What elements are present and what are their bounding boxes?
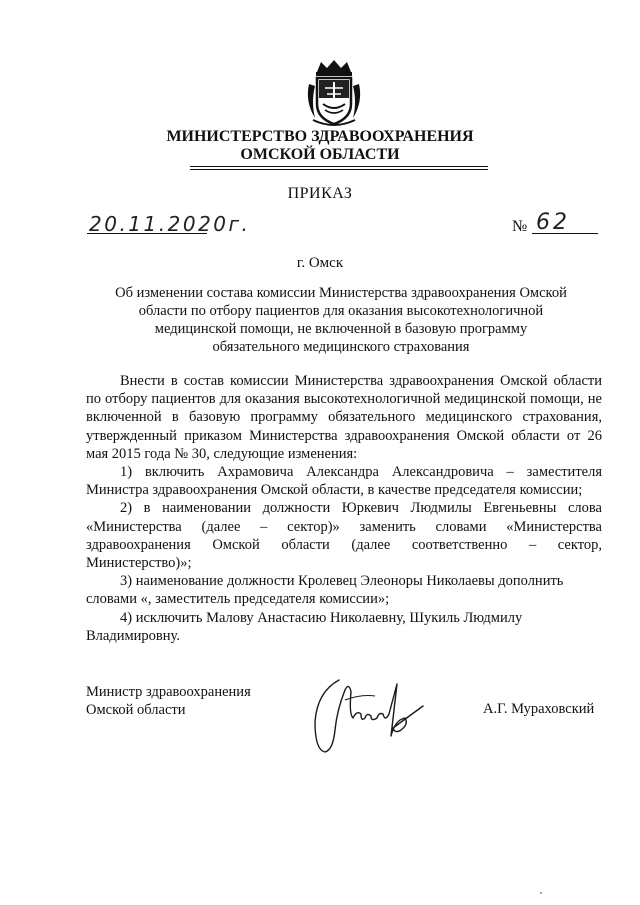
header-rule-bottom xyxy=(190,169,488,170)
document-title: ПРИКАЗ xyxy=(287,185,353,202)
body-item-1: 1) включить Ахрамовича Александра Александровича – заместителя Министра здравоохранения Омской области, в качестве председателя комиссии; xyxy=(86,464,602,499)
date-underline xyxy=(87,233,207,234)
body-item-3: 3) наименование должности Кролевец Элеоноры Николаевы дополнить словами «, заместитель председателя комиссии»; xyxy=(86,573,564,608)
subject-line: обязательного медицинского страхования xyxy=(212,339,470,355)
subject-line: медицинской помощи, не включенной в базовую программу xyxy=(154,321,528,337)
order-number: 62 xyxy=(536,210,570,235)
header-rule-top xyxy=(190,166,488,167)
city: г. Омск xyxy=(296,255,344,271)
ministry-title-line1: МИНИСТЕРСТВО ЗДРАВООХРАНЕНИЯ xyxy=(166,128,474,145)
signatory-name: А.Г. Мураховский xyxy=(483,701,595,717)
body-item-2: 2) в наименовании должности Юркевич Людмилы Евгеньевны слова «Министерства (далее – сектор)» заменить словами «Министерства здравоохранения Омской области (далее соответственно – сектор, Министерство)»; xyxy=(86,500,602,572)
order-body xyxy=(86,372,602,645)
scan-speck xyxy=(540,892,542,894)
signatory-position xyxy=(86,683,251,719)
handwritten-signature-icon xyxy=(305,670,430,765)
order-subject xyxy=(96,284,586,356)
signatory-position-line1: Министр здравоохранения xyxy=(86,684,251,700)
omsk-coat-of-arms-icon xyxy=(303,58,365,128)
signatory-position-line2: Омской области xyxy=(86,702,186,718)
subject-line: Об изменении состава комиссии Министерства здравоохранения Омской xyxy=(115,285,567,301)
ministry-title-line2: ОМСКОЙ ОБЛАСТИ xyxy=(240,146,400,163)
subject-line: области по отбору пациентов для оказания высокотехнологичной xyxy=(138,303,544,319)
body-intro: Внести в состав комиссии Министерства здравоохранения Омской области по отбору пациентов для оказания высокотехнологичной медицинской помощи, не включенной в базовую программу обязательного медицинского страхования, утвержденный приказом Министерства здравоохранения Омской области от 26 мая 2015 года № 30, следующие изменения: xyxy=(86,373,602,462)
body-item-4: 4) исключить Малову Анастасию Николаевну, Шукиль Людмилу Владимировну. xyxy=(86,609,523,644)
order-date: 20.11.2020г. xyxy=(89,212,251,236)
number-underline xyxy=(532,233,598,234)
order-number-label: № xyxy=(512,218,528,235)
